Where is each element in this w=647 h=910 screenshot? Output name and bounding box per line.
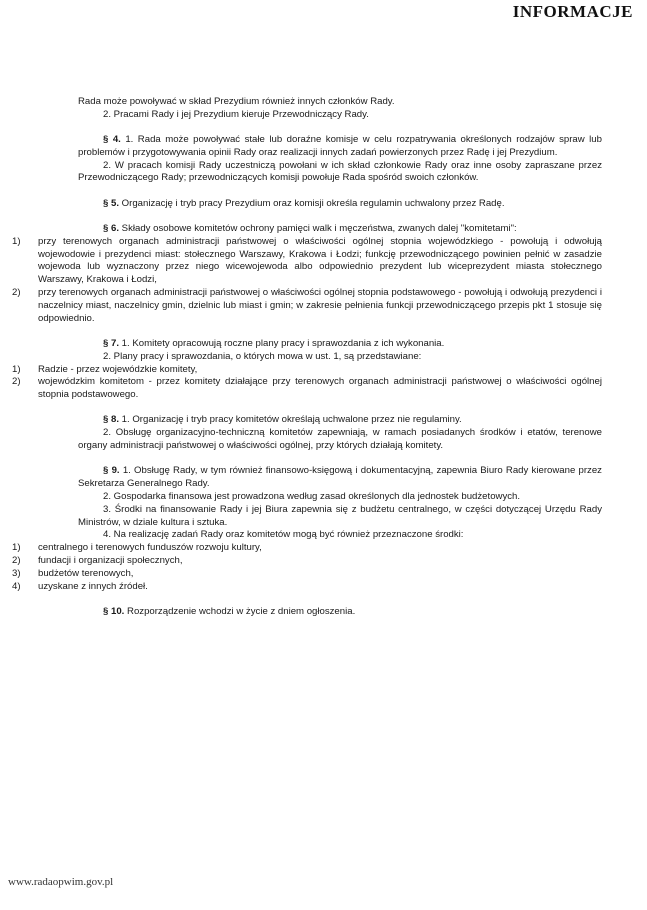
section-mark: § 8. — [103, 414, 120, 426]
paragraph: 2. Obsługę organizacyjno-techniczną komitetów zapewniają, w ramach posiadanych środków i etatów, terenowe organy administracji państwowej o właściwości ogólnej, przy których działają komitety. — [78, 427, 602, 452]
list-item — [12, 567, 602, 581]
list-text: przy terenowych organach administracji państwowej o właściwości ogólnej stopnia wojewódzkiego - powołują i odwołują wojewodowie i prezydenci miast: stołecznego Warszawy, Krakowa i Łodzi; funkcję przewodniczącego powinien pełnić w zasadzie wojewoda lub wyznaczony przez niego wicewojewoda albo odpowiednio prezydent lub wiceprezydent miasta stołecznego Warszawy, Krakowa i Łodzi, — [38, 235, 602, 286]
paragraph: 2. Plany pracy i sprawozdania, o których mowa w ust. 1, są przedstawiane: — [103, 350, 422, 362]
list-number: 1) — [12, 235, 21, 247]
list-text: Radzie - przez wojewódzkie komitety, — [38, 363, 198, 375]
list-text: fundacji i organizacji społecznych, — [38, 554, 183, 566]
paragraph: 2. W pracach komisji Rady uczestniczą powołani w ich skład członkowie Rady oraz inne osoby zapraszane przez Przewodniczącego Rady; przewodniczących komisji powołuje Rada spośród swoich członków. — [78, 159, 602, 184]
list-number: 2) — [12, 554, 21, 566]
section-6: § 6. Składy osobowe komitetów ochrony pamięci walk i męczeństwa, zwanych dalej "komitetami": — [103, 223, 517, 235]
list-item — [12, 287, 602, 325]
list-number: 3) — [12, 567, 21, 579]
list-item — [12, 376, 602, 402]
list-item — [12, 554, 602, 568]
paragraph: 2. Pracami Rady i jej Prezydium kieruje Przewodniczący Rady. — [103, 108, 369, 120]
footer-url: www.radaopwim.gov.pl — [8, 876, 114, 888]
list-number: 2) — [12, 376, 21, 388]
paragraph: 3. Środki na finansowanie Rady i jej Biura zapewnia się z budżetu centralnego, w części dotyczącej Urzędu Rady Ministrów, w dziale kultura i sztuka. — [78, 503, 602, 528]
paragraph: 4. Na realizację zadań Rady oraz komitetów mogą być również przeznaczone środki: — [103, 529, 464, 541]
list-text: przy terenowych organach administracji państwowej o właściwości ogólnej stopnia podstawowego - powołują i odwołują prezydenci i naczelnicy miast, naczelnicy gmin, dzielnic lub miast i gmin; w zakresie pełnienia funkcji przewodniczącego przepis pkt 1 stosuje się odpowiednio. — [38, 287, 602, 324]
list-text: centralnego i terenowych funduszów rozwoju kultury, — [38, 542, 262, 554]
section-4: § 4. 1. Rada może powoływać stałe lub doraźne komisje w celu rozpatrywania określonych rodzajów spraw lub problemów i przygotowywania opinii Rady oraz realizacji innych zadań powierzonych przez Radę i jej Prezydium. — [78, 134, 602, 158]
section-mark: § 6. — [103, 223, 120, 235]
section-mark: § 4. — [103, 134, 121, 146]
list-number: 1) — [12, 363, 21, 375]
list-text: wojewódzkim komitetom - przez komitety działające przy terenowych organach administracji państwowej o właściwości ogólnej stopnia podstawowego. — [38, 376, 602, 401]
list-item — [12, 235, 602, 287]
document-body — [12, 96, 602, 619]
section-8: § 8. 1. Organizację i tryb pracy komitetów określają uchwalone przez nie regulaminy. — [103, 414, 462, 426]
list-number: 1) — [12, 542, 21, 554]
list-item — [12, 542, 602, 555]
list-text: budżetów terenowych, — [38, 567, 134, 579]
list-item — [12, 580, 602, 594]
list-text: uzyskane z innych źródeł. — [38, 580, 148, 592]
section-7: § 7. 1. Komitety opracowują roczne plany pracy i sprawozdania z ich wykonania. — [103, 337, 445, 349]
section-9: § 9. 1. Obsługę Rady, w tym również finansowo-księgową i dokumentacyjną, zapewnia Biuro Rady kierowane przez Sekretarza Generalnego Rady. — [78, 465, 602, 490]
list-number: 4) — [12, 580, 21, 592]
section-header: INFORMACJE — [512, 2, 633, 21]
section-10: § 10. Rozporządzenie wchodzi w życie z dniem ogłoszenia. — [103, 605, 356, 617]
list-item — [12, 363, 602, 377]
section-mark: § 5. — [103, 197, 120, 209]
section-5: § 5. Organizację i tryb pracy Prezydium oraz komisji określa regulamin uchwalony przez Radę. — [103, 197, 505, 209]
list-number: 2) — [12, 287, 21, 299]
section-mark: § 9. — [103, 465, 120, 477]
section-mark: § 10. — [103, 605, 125, 617]
section-mark: § 7. — [103, 337, 120, 349]
paragraph: 2. Gospodarka finansowa jest prowadzona według zasad określonych dla jednostek budżetowych. — [103, 490, 521, 502]
paragraph: Rada może powoływać w skład Prezydium również innych członków Rady. — [78, 96, 395, 107]
